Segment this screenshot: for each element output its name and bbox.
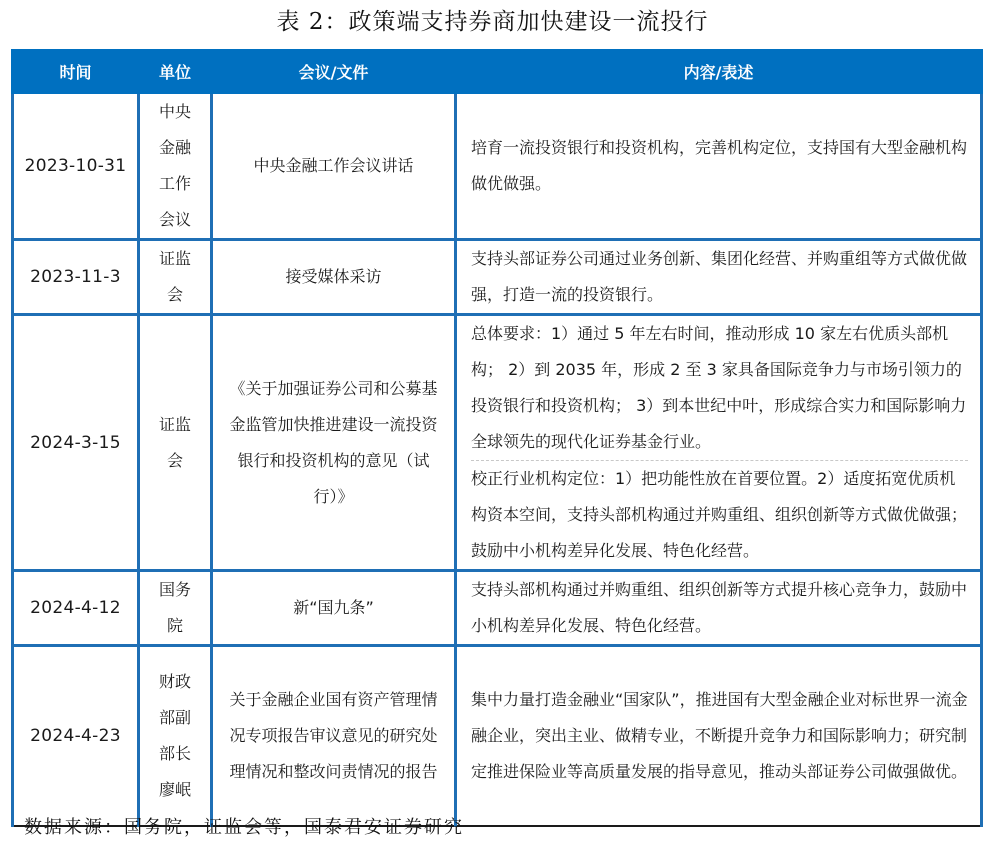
content-paragraph: 支持头部机构通过并购重组、组织创新等方式提升核心竞争力，鼓励中小机构差异化发展、特色化经营。 xyxy=(471,580,968,635)
cell-time: 2024-4-23 xyxy=(13,646,139,827)
header-document: 会议/文件 xyxy=(212,51,456,93)
cell-document: 中央金融工作会议讲话 xyxy=(212,93,456,240)
cell-time: 2024-4-12 xyxy=(13,571,139,646)
policy-table xyxy=(11,49,983,827)
table-row xyxy=(13,240,982,315)
content-paragraph: 集中力量打造金融业“国家队”，推进国有大型金融企业对标世界一流金融企业，突出主业、做精专业，不断提升竞争力和国际影响力；研究制定推进保险业等高质量发展的指导意见，推动头部证券公司做强做优。 xyxy=(471,690,968,781)
unit-line: 部长 xyxy=(158,744,191,763)
cell-time: 2023-11-3 xyxy=(13,240,139,315)
cell-unit xyxy=(139,646,212,827)
cell-document: 新“国九条” xyxy=(212,571,456,646)
content-paragraph: 校正行业机构定位：1）把功能性放在首要位置。2）适度拓宽优质机构资本空间，支持头部机构通过并购重组、组织创新等方式做优做强；鼓励中小机构差异化发展、特色化经营。 xyxy=(471,460,968,569)
content-paragraph: 总体要求：1）通过 5 年左右时间，推动形成 10 家左右优质头部机构； 2）到 2035 年，形成 2 至 3 家具备国际竞争力与市场引领力的投资银行和投资机构； 3）到本世纪中叶，形成综合实力和国际影响力全球领先的现代化证券基金行业。 xyxy=(471,324,967,451)
unit-line: 国务 xyxy=(158,580,191,599)
unit-line: 证监 xyxy=(158,249,191,268)
cell-document: 接受媒体采访 xyxy=(212,240,456,315)
cell-unit xyxy=(139,240,212,315)
cell-time: 2024-3-15 xyxy=(13,315,139,571)
cell-unit xyxy=(139,315,212,571)
header-unit: 单位 xyxy=(139,51,212,93)
table-row xyxy=(13,571,982,646)
unit-line: 会议 xyxy=(158,210,191,229)
cell-time: 2023-10-31 xyxy=(13,93,139,240)
cell-content xyxy=(456,646,982,827)
cell-document: 《关于加强证券公司和公募基金监管加快推进建设一流投资银行和投资机构的意见（试行）》 xyxy=(212,315,456,571)
unit-line: 中央 xyxy=(158,102,191,121)
cell-content xyxy=(456,571,982,646)
cell-document: 关于金融企业国有资产管理情况专项报告审议意见的研究处理情况和整改问责情况的报告 xyxy=(212,646,456,827)
content-paragraph: 支持头部证券公司通过业务创新、集团化经营、并购重组等方式做优做强，打造一流的投资银行。 xyxy=(471,249,968,304)
unit-line: 部副 xyxy=(158,708,191,727)
unit-line: 廖岷 xyxy=(158,780,191,799)
header-time: 时间 xyxy=(13,51,139,93)
unit-line: 会 xyxy=(166,450,183,470)
unit-line: 院 xyxy=(166,616,183,635)
table-row xyxy=(13,93,982,240)
header-content: 内容/表述 xyxy=(456,51,982,93)
unit-line: 会 xyxy=(166,285,183,304)
cell-unit xyxy=(139,93,212,240)
table-row xyxy=(13,315,982,571)
table-header-row xyxy=(13,51,982,93)
content-paragraph: 培育一流投资银行和投资机构，完善机构定位，支持国有大型金融机构做优做强。 xyxy=(471,138,968,193)
unit-line: 证监 xyxy=(158,414,191,434)
unit-line: 金融 xyxy=(158,138,191,157)
cell-content xyxy=(456,240,982,315)
table-row xyxy=(13,646,982,827)
cell-content xyxy=(456,93,982,240)
data-source-note: 数据来源：国务院，证监会等，国泰君安证券研究 xyxy=(24,817,464,838)
cell-unit xyxy=(139,571,212,646)
unit-line: 财政 xyxy=(158,672,191,691)
table-title: 表 2：政策端支持券商加快建设一流投行 xyxy=(276,9,709,35)
unit-line: 工作 xyxy=(158,174,191,193)
cell-content xyxy=(456,315,982,571)
